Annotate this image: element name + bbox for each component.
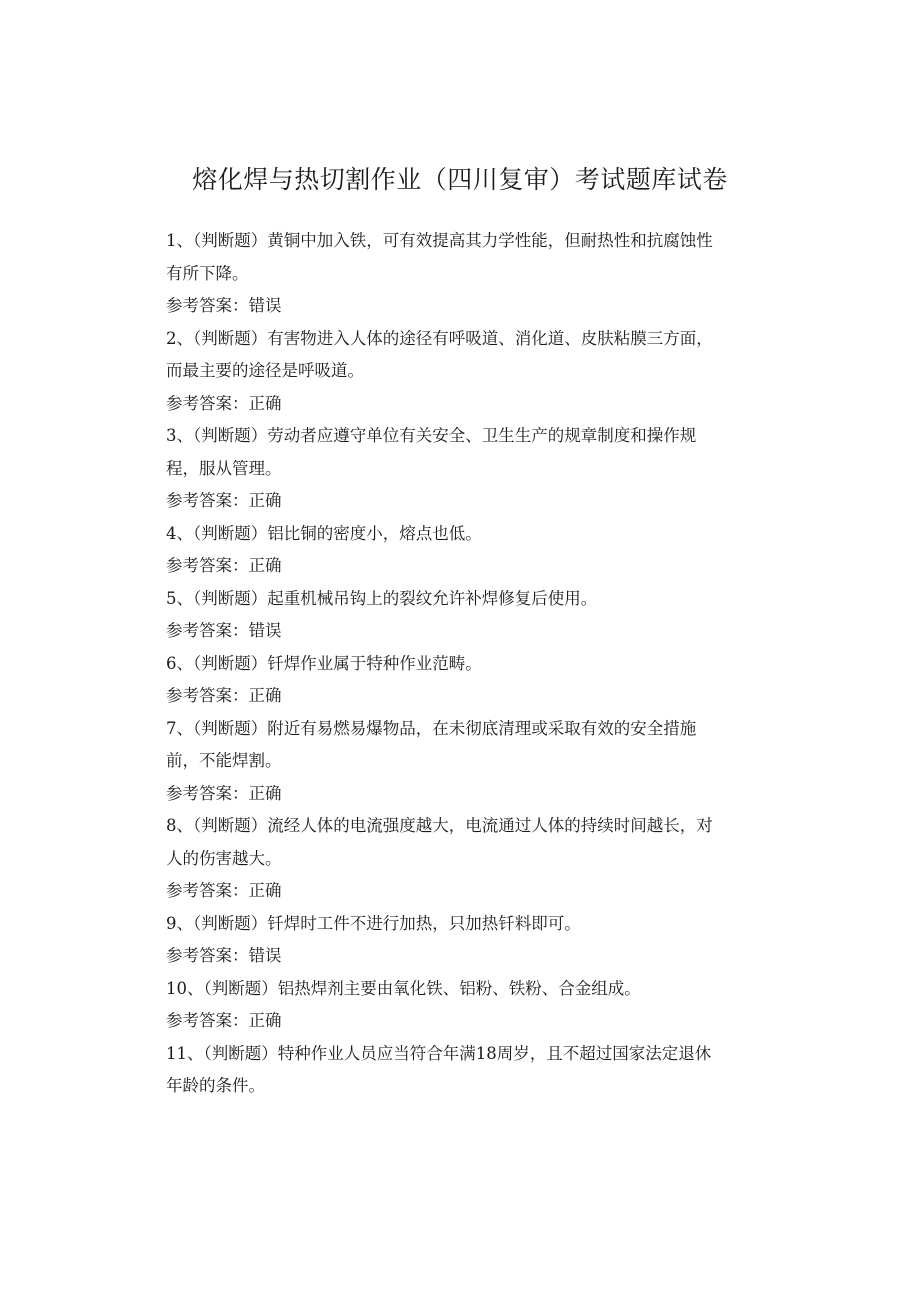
question-number: 10、 bbox=[166, 978, 204, 998]
question-line bbox=[166, 1038, 746, 1071]
question-number: 6、 bbox=[166, 653, 193, 673]
question-text: 程，服从管理。 bbox=[166, 458, 282, 478]
question-text: 前，不能焊割。 bbox=[166, 751, 282, 770]
question-item bbox=[166, 973, 746, 1006]
question-item bbox=[166, 420, 746, 485]
question-line bbox=[166, 713, 746, 746]
answer-value: 错误 bbox=[248, 621, 282, 640]
question-line bbox=[166, 745, 746, 778]
answer-value: 错误 bbox=[248, 946, 282, 965]
answer-line bbox=[166, 940, 746, 973]
question-line bbox=[166, 843, 746, 876]
question-line bbox=[166, 420, 746, 453]
question-line bbox=[166, 908, 746, 941]
answer-line bbox=[166, 615, 746, 648]
question-number: 9、 bbox=[166, 913, 193, 933]
answer-line bbox=[166, 680, 746, 713]
question-text: 有害物进入人体的途径有呼吸道、消化道、皮肤粘膜三方面， bbox=[267, 328, 713, 348]
question-number: 7、 bbox=[166, 718, 193, 738]
question-type: （判断题） bbox=[193, 523, 268, 543]
question-line bbox=[166, 583, 746, 616]
question-item bbox=[166, 713, 746, 778]
answer-label: 参考答案： bbox=[166, 296, 249, 315]
question-line bbox=[166, 648, 746, 681]
question-text: 特种作业人员应当符合年满18周岁，且不超过国家法定退休 bbox=[277, 1043, 712, 1063]
answer-line bbox=[166, 778, 746, 811]
page-title: 熔化焊与热切割作业（四川复审）考试题库试卷 bbox=[192, 165, 728, 194]
question-item bbox=[166, 648, 746, 681]
answer-label: 参考答案： bbox=[166, 686, 249, 705]
answer-value: 正确 bbox=[248, 556, 282, 575]
question-item bbox=[166, 908, 746, 941]
question-number: 1、 bbox=[166, 231, 193, 250]
question-item bbox=[166, 225, 746, 290]
answer-line bbox=[166, 1005, 746, 1038]
question-type: （判断题） bbox=[193, 816, 268, 835]
answer-value: 错误 bbox=[248, 296, 282, 315]
answer-value: 正确 bbox=[248, 881, 282, 900]
question-text: 有所下降。 bbox=[166, 263, 249, 283]
question-text: 人的伤害越大。 bbox=[166, 848, 282, 868]
answer-label: 参考答案： bbox=[166, 621, 249, 640]
question-line bbox=[166, 810, 746, 843]
question-line bbox=[166, 1070, 746, 1103]
answer-line bbox=[166, 550, 746, 583]
question-text: 起重机械吊钩上的裂纹允许补焊修复后使用。 bbox=[267, 588, 598, 608]
question-number: 2、 bbox=[166, 328, 193, 348]
question-text: 钎焊时工件不进行加热，只加热钎料即可。 bbox=[267, 913, 581, 933]
answer-label: 参考答案： bbox=[166, 783, 249, 803]
answer-line bbox=[166, 388, 746, 421]
question-text: 附近有易燃易爆物品，在未彻底清理或采取有效的安全措施 bbox=[267, 718, 697, 738]
question-type: （判断题） bbox=[203, 1043, 278, 1063]
answer-line bbox=[166, 485, 746, 518]
question-number: 8、 bbox=[166, 816, 193, 835]
question-line bbox=[166, 453, 746, 486]
answer-label: 参考答案： bbox=[166, 946, 249, 965]
answer-label: 参考答案： bbox=[166, 393, 249, 413]
question-type: （判断题） bbox=[193, 913, 268, 933]
question-type: （判断题） bbox=[193, 231, 268, 250]
question-item bbox=[166, 1038, 746, 1103]
question-line bbox=[166, 323, 746, 356]
question-type: （判断题） bbox=[193, 426, 268, 445]
question-number: 3、 bbox=[166, 426, 193, 445]
question-type: （判断题） bbox=[193, 718, 268, 738]
question-number: 4、 bbox=[166, 523, 193, 543]
question-number: 11、 bbox=[166, 1043, 204, 1063]
answer-label: 参考答案： bbox=[166, 556, 249, 575]
answer-line bbox=[166, 875, 746, 908]
question-text: 而最主要的途径是呼吸道。 bbox=[166, 361, 364, 380]
question-text: 流经人体的电流强度越大，电流通过人体的持续时间越长，对 bbox=[267, 816, 713, 835]
question-text: 黄铜中加入铁，可有效提高其力学性能，但耐热性和抗腐蚀性 bbox=[267, 231, 713, 250]
question-line bbox=[166, 355, 746, 388]
question-line bbox=[166, 518, 746, 551]
answer-value: 正确 bbox=[248, 783, 282, 803]
answer-value: 正确 bbox=[248, 686, 282, 705]
question-item bbox=[166, 583, 746, 616]
question-type: （判断题） bbox=[193, 588, 268, 608]
question-item bbox=[166, 518, 746, 551]
answer-label: 参考答案： bbox=[166, 491, 249, 510]
question-type: （判断题） bbox=[203, 978, 278, 998]
question-line bbox=[166, 225, 746, 258]
answer-value: 正确 bbox=[248, 1011, 282, 1030]
answer-label: 参考答案： bbox=[166, 1011, 249, 1030]
question-line bbox=[166, 973, 746, 1006]
question-text: 劳动者应遵守单位有关安全、卫生生产的规章制度和操作规 bbox=[267, 426, 697, 445]
answer-line bbox=[166, 290, 746, 323]
question-text: 钎焊作业属于特种作业范畴。 bbox=[267, 653, 482, 673]
question-line bbox=[166, 258, 746, 291]
question-text: 铝比铜的密度小，熔点也低。 bbox=[267, 523, 482, 543]
question-item bbox=[166, 323, 746, 388]
answer-value: 正确 bbox=[248, 393, 282, 413]
question-text: 年龄的条件。 bbox=[166, 1076, 265, 1095]
question-item bbox=[166, 810, 746, 875]
question-type: （判断题） bbox=[193, 328, 268, 348]
question-type: （判断题） bbox=[193, 653, 268, 673]
answer-label: 参考答案： bbox=[166, 881, 249, 900]
question-text: 铝热焊剂主要由氧化铁、铝粉、铁粉、合金组成。 bbox=[277, 978, 641, 998]
question-number: 5、 bbox=[166, 588, 193, 608]
answer-value: 正确 bbox=[248, 491, 282, 510]
question-list bbox=[166, 225, 746, 1103]
